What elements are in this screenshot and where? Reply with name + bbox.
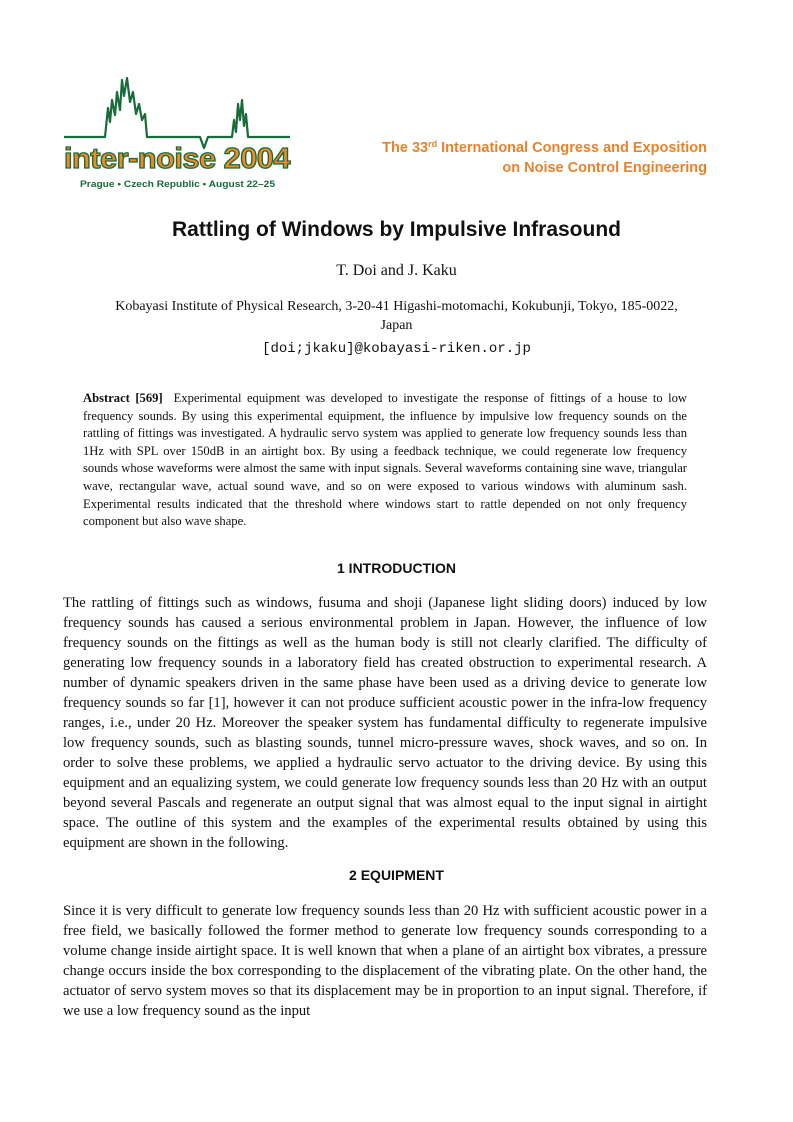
paper-email: [doi;jkaku]@kobayasi-riken.or.jp — [262, 341, 531, 357]
abstract-text: Experimental equipment was developed to investigate the response of fittings of a house to low frequency sounds. By using this experimental equipment, the influence by impulsive low frequency sounds on the rattling of fittings was investigated. A hydraulic servo system was applied to generate low frequency sounds less than 1Hz with SPL over 150dB in an airtight box. By using a feedback technique, we could regenerate low frequency sounds whose waveforms were almost the same with input signals. Several waveforms containing sine wave, triangular wave, rectangular wave, actual sound wave, and so on were exposed to various windows with aluminum sash. Experimental results indicated that the threshold where windows start to rattle depended on not only frequency component but also wave shape. — [83, 391, 688, 529]
conference-line-1 — [382, 138, 707, 158]
conference-heading — [382, 138, 707, 178]
paper-title: Rattling of Windows by Impulsive Infrasound — [172, 218, 621, 241]
section-heading-equipment: 2 EQUIPMENT — [349, 867, 444, 883]
section-body-equipment: Since it is very difficult to generate low frequency sounds less than 20 Hz with sufficient acoustic power in a free field, we basically followed the former method to generate low frequency sounds corresponding to a volume change inside airtight space. It is well known that when a plane of an airtight box vibrates, a pressure change occurs inside the box corresponding to the displacement of the vibrating plate. On the other hand, the actuator of servo system moves so that its displacement may be in proportion to an input signal. Therefore, if we use a low frequency sound as the input — [63, 903, 707, 1019]
section-heading-introduction: 1 INTRODUCTION — [337, 560, 456, 576]
skyline-graphic — [60, 70, 300, 195]
conference-logo — [60, 70, 300, 195]
section-body-introduction: The rattling of fittings such as windows, fusuma and shoji (Japanese light sliding doors) induced by low frequency sounds has caused a serious environmental problem in Japan. However, the influence of low frequency sounds on the fittings as well as the human body is still not clearly clarified. The difficulty of generating low frequency sounds in a laboratory field has created obstruction to experimental research. A number of dynamic speakers driven in the same phase have been used as a driving device to generate low frequency sounds so far [1], however it can not produce sufficient acoustic power in the infra-low frequency ranges, i.e., under 20 Hz. Moreover the speaker system has fundamental difficulty to regenerate impulsive low frequency sounds, such as blasting sounds, tunnel micro-pressure waves, shock waves, and so on. In order to solve these problems, we applied a hydraulic servo actuator to the driving device. By using this equipment and an equalizing system, we could generate low frequency sounds less than 20 Hz with an output beyond several Pascals and regenerate an output signal that was almost equal to the input signal in airtight space. The outline of this system and the examples of the experimental results obtained by using this equipment are shown in the following. — [63, 595, 707, 851]
logo-wordmark: inter-noise 2004 — [64, 143, 291, 175]
paper-authors: T. Doi and J. Kaku — [336, 262, 457, 279]
abstract-label: Abstract [569] — [83, 391, 163, 405]
conference-line-2: on Noise Control Engineering — [502, 160, 707, 176]
conference-ordinal: The 33 — [382, 140, 429, 156]
conference-ordinal-suffix: rd — [428, 139, 438, 149]
abstract — [83, 390, 687, 531]
paper-affiliation: Kobayasi Institute of Physical Research, 3-20-41 Higashi-motomachi, Kokubunji, Tokyo, 185-0022, Japan — [115, 299, 678, 333]
conference-name: International Congress and Exposition — [437, 140, 707, 156]
logo-tagline: Prague • Czech Republic • August 22–25 — [80, 179, 276, 190]
